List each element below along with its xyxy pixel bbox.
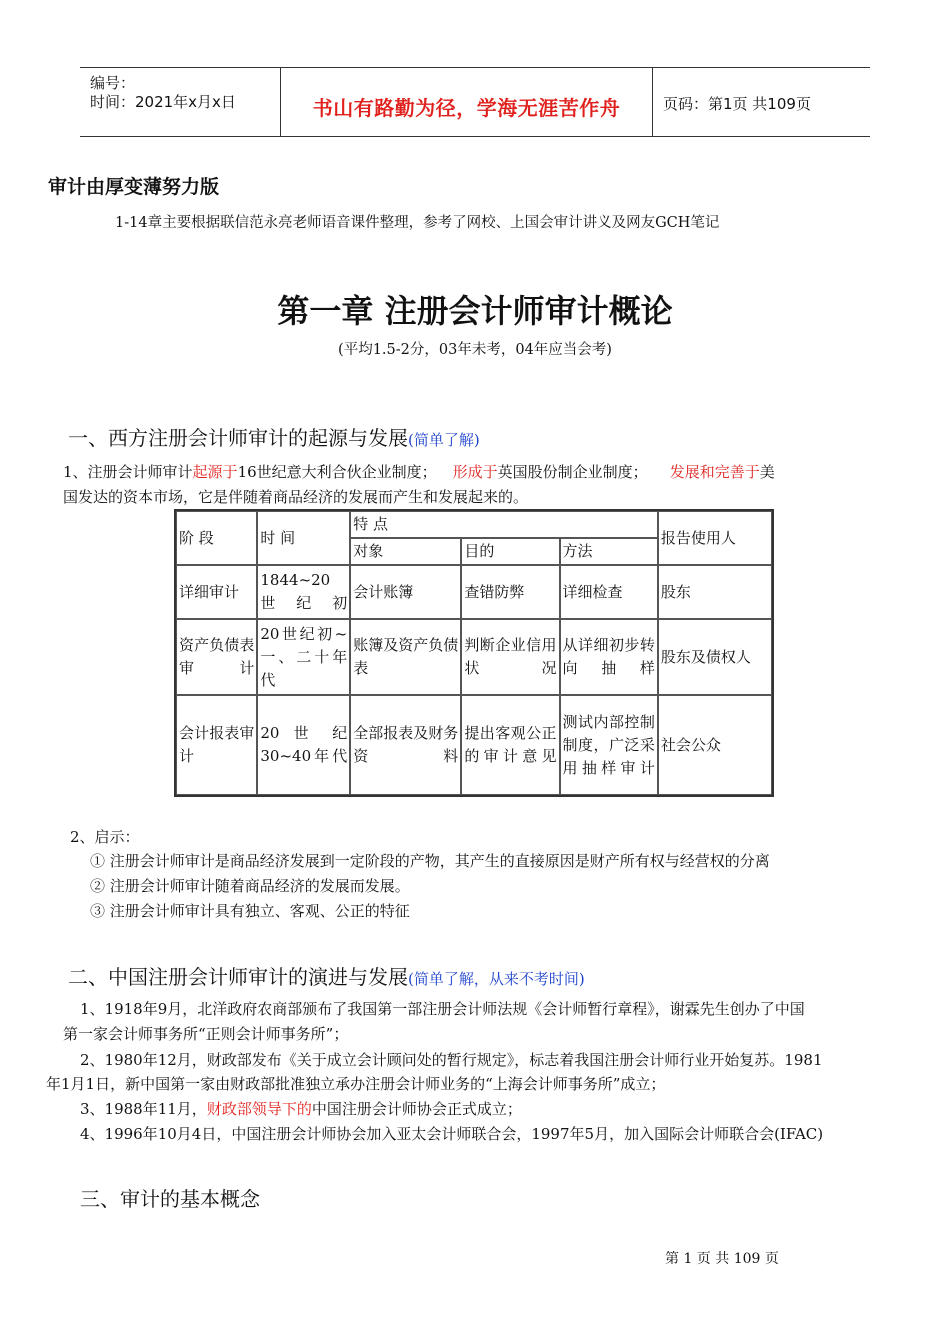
header-purpose: 目的 (461, 538, 559, 565)
cell-object: 会计账簿 (350, 565, 461, 619)
item-3-text-a: 3、1988年11月， (80, 1100, 207, 1118)
header-motto-cell (281, 68, 653, 136)
header-report-user: 报告使用人 (658, 511, 772, 565)
section-2-item-3 (80, 1098, 522, 1119)
insight-point: ① 注册会计师审计是商品经济发展到一定阶段的产物，其产生的直接原因是财产所有权与经营权的分离 (90, 852, 770, 870)
cell-time: 20世纪初~一、二十年代 (257, 619, 350, 695)
section-2-heading-note: (简单了解，从来不考时间) (408, 970, 585, 988)
p1-text-c: 16世纪意大利合伙企业制度； (237, 463, 437, 481)
section-1-heading (68, 422, 480, 451)
p1-highlight-developed: 发展和完善于 (669, 463, 760, 481)
chapter-title: 第一章 注册会计师审计概论 (277, 292, 673, 330)
cell-user: 股东及债权人 (658, 619, 772, 695)
p1-text-e: 英国股份制企业制度； (497, 463, 648, 481)
table-row (176, 565, 772, 619)
section-2-item-2: 2、1980年12月，财政部发布《关于成立会计顾问处的暂行规定》，标志着我国注册会计师行业开始复苏。1981 (80, 1051, 823, 1069)
p1-highlight-origin: 起源于 (192, 463, 238, 481)
section-2-item-1: 1、1918年9月，北洋政府农商部颁布了我国第一部注册会计师法规《会计师暂行章程》，谢霖先生创办了中国 (80, 1000, 805, 1018)
section-1-paragraph-2: 2、启示： (70, 828, 140, 846)
section-1-paragraph-1 (63, 461, 775, 482)
cell-object: 账簿及资产负债表 (350, 619, 461, 695)
section-1-heading-text: 一、西方注册会计师审计的起源与发展 (68, 426, 408, 450)
page-header (80, 67, 870, 137)
header-features: 特 点 (350, 511, 658, 538)
section-2-item-1-line-2: 第一家会计师事务所“正则会计师事务所”； (63, 1025, 349, 1043)
chapter-note: (平均1.5-2分，03年未考，04年应当会考) (338, 342, 612, 358)
header-method: 方法 (560, 538, 658, 565)
section-3-heading: 三、审计的基本概念 (80, 1187, 260, 1211)
section-2-heading (68, 961, 585, 990)
cell-user: 社会公众 (658, 695, 772, 795)
header-stage: 阶 段 (176, 511, 257, 565)
cell-purpose: 判断企业信用状况 (461, 619, 559, 695)
document-subtitle: 1-14章主要根据联信范永亮老师语音课件整理，参考了网校、上国会审计讲义及网友GCH笔记 (115, 215, 720, 231)
header-object: 对象 (350, 538, 461, 565)
table-row (176, 619, 772, 695)
section-1-paragraph-1-line-2: 国发达的资本市场，它是伴随着商品经济的发展而产生和发展起来的。 (63, 488, 529, 506)
cell-stage: 资产负债表审计 (176, 619, 257, 695)
number-label: 编号： (90, 74, 136, 92)
item-3-text-c: 中国注册会计师协会正式成立； (311, 1100, 522, 1118)
section-1-heading-note: (简单了解) (408, 431, 480, 449)
insight-point: ③ 注册会计师审计具有独立、客观、公正的特征 (90, 902, 410, 920)
cell-purpose: 查错防弊 (461, 565, 559, 619)
table-header-row (176, 511, 772, 538)
page-footer: 第 1 页 共 109 页 (665, 1251, 779, 1267)
p1-text-g: 美 (759, 463, 775, 481)
cell-stage: 详细审计 (176, 565, 257, 619)
audit-stages-table (174, 509, 774, 797)
cell-time: 1844~20 世纪初 (257, 565, 350, 619)
cell-method: 从详细初步转向抽样 (560, 619, 658, 695)
cell-method: 详细检查 (560, 565, 658, 619)
time-label: 时间：2021年x月x日 (90, 93, 236, 111)
cell-time: 20 世 纪30~40年代 (257, 695, 350, 795)
page-info: 页码：第1页 共109页 (663, 95, 811, 113)
cell-purpose: 提出客观公正的审计意见 (461, 695, 559, 795)
cell-user: 股东 (658, 565, 772, 619)
header-time: 时 间 (257, 511, 350, 565)
cell-stage: 会计报表审计 (176, 695, 257, 795)
section-2-item-2-line-2: 年1月1日，新中国第一家由财政部批准独立承办注册会计师业务的“上海会计师事务所”成立； (46, 1075, 666, 1093)
item-3-highlight: 财政部领导下的 (206, 1100, 312, 1118)
document-title: 审计由厚变薄努力版 (48, 176, 220, 198)
section-2-item-4: 4、1996年10月4日，中国注册会计师协会加入亚太会计师联合会，1997年5月，加入国际会计师联合会(IFAC) (80, 1125, 824, 1143)
cell-object: 全部报表及财务资料 (350, 695, 461, 795)
header-page-cell (653, 68, 870, 136)
header-meta-cell (80, 68, 281, 136)
cell-method: 测试内部控制制度，广泛采用抽样审计 (560, 695, 658, 795)
section-2-heading-text: 二、中国注册会计师审计的演进与发展 (68, 965, 408, 989)
p1-text-a: 1、注册会计师审计 (63, 463, 193, 481)
p1-highlight-formed: 形成于 (452, 463, 498, 481)
insight-point: ② 注册会计师审计随着商品经济的发展而发展。 (90, 877, 410, 895)
table-row (176, 695, 772, 795)
motto: 书山有路勤为径，学海无涯苦作舟 (312, 96, 621, 120)
